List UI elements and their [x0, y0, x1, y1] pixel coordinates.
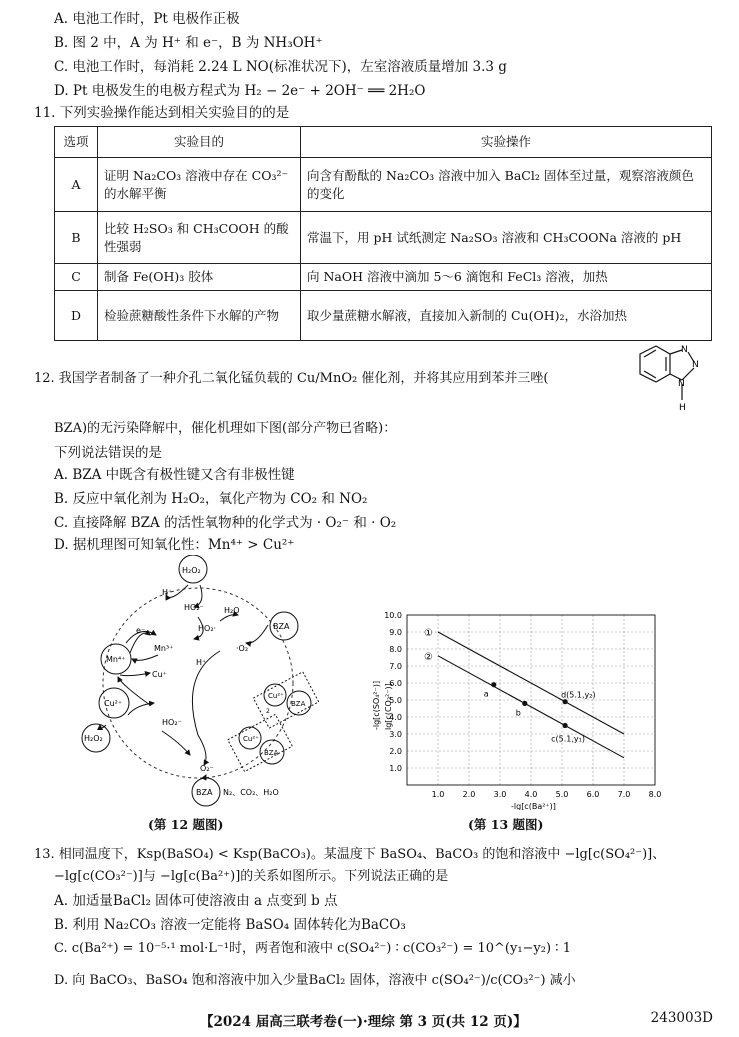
table-row	[55, 158, 712, 212]
table-cell-purpose: 制备 Fe(OH)₃ 胶体	[98, 264, 301, 291]
table-cell-operation: 向 NaOH 溶液中滴加 5～6 滴饱和 FeCl₃ 溶液，加热	[301, 264, 712, 291]
chart-ytick-label: 9.0	[389, 628, 402, 637]
table-cell-operation: 向含有酚酞的 Na₂CO₃ 溶液中加入 BaCl₂ 固体至过量，观察溶液颜色的变化	[301, 158, 712, 212]
chart-xtick-label: 7.0	[617, 790, 631, 799]
h2o2-top-label: H₂O₂	[182, 566, 201, 575]
cu2-left-label: Cu²⁺	[104, 699, 123, 708]
table-header-row	[55, 127, 712, 158]
chart-point-label: a	[483, 689, 489, 699]
hydrogen-label: H	[679, 403, 686, 413]
table-cell-purpose: 检验蔗糖酸性条件下水解的产物	[98, 291, 301, 341]
h2o-label: H₂O	[224, 606, 240, 615]
nitrogen-label-2: N	[692, 360, 699, 370]
chart-ylabel-1: -lg[c(SO₄²⁻)]	[372, 680, 381, 730]
figure-13-caption: (第 13 题图)	[468, 817, 544, 832]
chart-ytick-label: 3.0	[389, 730, 402, 739]
experiment-table	[54, 126, 712, 341]
chart-point-label: c(5.1,y₁)	[551, 734, 585, 744]
cu-plus-label: Cu⁺	[152, 670, 167, 679]
chart-ytick-label: 6.0	[389, 679, 402, 688]
box1-cu-label: Cu²⁺	[268, 692, 284, 700]
q12-option-b: B. 反应中氧化剂为 H₂O₂，氧化产物为 CO₂ 和 NO₂	[54, 491, 368, 507]
q10-option-c: C. 电池工作时，每消耗 2.24 L NO(标准状况下)，左室溶液质量增加 3.3 g	[54, 59, 507, 75]
q11-stem: 11. 下列实验操作能达到相关实验目的的是	[34, 105, 290, 121]
table-cell-option: D	[55, 291, 98, 341]
chart-point	[522, 701, 527, 706]
q12-option-a: A. BZA 中既含有极性键又含有非极性键	[54, 467, 295, 483]
q12-option-d: D. 据机理图可知氧化性：Mn⁴⁺ > Cu²⁺	[54, 537, 295, 553]
q12-stem-line1: 12. 我国学者制备了一种介孔二氧化锰负载的 Cu/MnO₂ 催化剂，并将其应用到苯并三唑(	[34, 371, 549, 386]
bza-bottom-label: BZA	[196, 788, 213, 797]
chart-series-label: ①	[424, 628, 433, 639]
chart-ytick-label: 7.0	[389, 662, 402, 671]
h2o2-left-label: H₂O₂	[84, 734, 103, 743]
q13-option-c: C. c(Ba²⁺) = 10⁻⁵·¹ mol·L⁻¹时，两者饱和液中 c(SO₄²⁻) ∶ c(CO₃²⁻) = 10^(y₁−y₂) ∶ 1	[54, 941, 571, 956]
table-cell-operation: 取少量蔗糖水解液，直接加入新制的 Cu(OH)₂，水浴加热	[301, 291, 712, 341]
box1-number: 2	[266, 708, 270, 715]
benzotriazole-structure	[618, 340, 708, 418]
table-header: 实验目的	[98, 127, 301, 158]
chart-ytick-label: 5.0	[389, 696, 402, 705]
q13-option-b: B. 利用 Na₂CO₃ 溶液一定能将 BaSO₄ 固体转化为BaCO₃	[54, 917, 406, 933]
q12-option-c: C. 直接降解 BZA 的活性氧物种的化学式为 · O₂⁻ 和 · O₂	[54, 515, 397, 531]
chart-xtick-label: 8.0	[648, 790, 662, 799]
paper-code: 243003D	[650, 1010, 713, 1026]
chart-point-label: d(5.1,y₂)	[561, 690, 596, 700]
ho2-dot-label: HO₂·	[198, 624, 217, 633]
products-label: N₂、CO₂、H₂O	[223, 788, 279, 797]
chart-point	[491, 682, 496, 687]
chart-xtick-label: 6.0	[586, 790, 600, 799]
table-row	[55, 264, 712, 291]
box1-bza-label: BZA	[291, 700, 306, 708]
table-header: 选项	[55, 127, 98, 158]
chart-ytick-label: 8.0	[389, 645, 402, 654]
chart-xtick-label: 1.0	[431, 790, 445, 799]
chart-point-label: b	[515, 708, 521, 718]
ho2m-top-label: HO₂⁻	[184, 603, 204, 612]
chart-ytick-label: 10.0	[384, 611, 402, 620]
figure-12-caption: (第 12 题图)	[148, 817, 224, 832]
table-header: 实验操作	[301, 127, 712, 158]
table-cell-purpose: 证明 Na₂CO₃ 溶液中存在 CO₃²⁻ 的水解平衡	[98, 158, 301, 212]
q10-option-b: B. 图 2 中，A 为 H⁺ 和 e⁻，B 为 NH₃OH⁺	[54, 35, 323, 51]
table-cell-operation: 常温下，用 pH 试纸测定 Na₂SO₃ 溶液和 CH₃COONa 溶液的 pH	[301, 212, 712, 264]
q10-option-d: D. Pt 电极发生的电极方程式为 H₂ − 2e⁻ + 2OH⁻ ══ 2H₂O	[54, 83, 426, 99]
table-cell-option: C	[55, 264, 98, 291]
q13-option-a: A. 加适量BaCl₂ 固体可使溶液由 a 点变到 b 点	[54, 893, 338, 909]
q13-option-d: D. 向 BaCO₃、BaSO₄ 饱和溶液中加入少量BaCl₂ 固体，溶液中 c(SO₄²⁻)/c(CO₃²⁻) 减小	[54, 973, 576, 988]
ho2m-mid-label: HO₂⁻	[162, 718, 182, 727]
table-cell-option: A	[55, 158, 98, 212]
hplus-mid-label: H⁺	[196, 658, 207, 667]
q13-stem-line1: 13. 相同温度下，Ksp(BaSO₄) < Ksp(BaCO₃)。某温度下 BaSO₄、BaCO₃ 的饱和溶液中 −lg[c(SO₄²⁻)]、	[34, 847, 666, 862]
nitrogen-label-1: N	[681, 345, 688, 355]
ksp-chart	[355, 605, 665, 810]
table-row	[55, 212, 712, 264]
o2m-label: O₂⁻	[200, 764, 214, 773]
e-top-label: e⁻	[136, 626, 146, 635]
nitrogen-label-3: N	[678, 379, 685, 389]
mn4-label: Mn⁴⁺	[106, 655, 126, 664]
chart-xtick-label: 3.0	[493, 790, 507, 799]
mn3-label: Mn³⁺	[154, 644, 174, 653]
o2-dot-label: ·O₂	[236, 644, 249, 653]
box2-cu-label: Cu²⁺	[243, 735, 259, 743]
chart-point	[563, 699, 568, 704]
hplus-top-label: H⁺	[162, 588, 173, 597]
chart-xtick-label: 2.0	[462, 790, 476, 799]
mechanism-diagram	[70, 555, 340, 810]
chart-ylabel-2: lg[c(CO₃²⁻)]	[384, 683, 393, 730]
chart-xtick-label: 5.0	[555, 790, 569, 799]
bza-right-label: BZA	[273, 622, 290, 631]
table-cell-option: B	[55, 212, 98, 264]
chart-xtick-label: 4.0	[524, 790, 538, 799]
q12-prompt: 下列说法错误的是	[54, 445, 162, 461]
q13-stem-line2: −lg[c(CO₃²⁻)]与 −lg[c(Ba²⁺)]的关系如图所示。下列说法正确的是	[54, 869, 449, 884]
chart-xlabel: -lg[c(Ba²⁺)]	[511, 802, 556, 810]
chart-point	[563, 723, 568, 728]
chart-ytick-label: 2.0	[389, 747, 402, 756]
chart-series-label: ②	[424, 651, 433, 663]
box2-bza-label: BZA	[264, 749, 279, 757]
chart-ytick-label: 4.0	[389, 713, 402, 722]
table-row	[55, 291, 712, 341]
table-cell-purpose: 比较 H₂SO₃ 和 CH₃COOH 的酸性强弱	[98, 212, 301, 264]
page-footer: 【2024 届高三联考卷(一)·理综 第 3 页(共 12 页)】	[200, 1014, 527, 1030]
chart-ytick-label: 1.0	[389, 764, 402, 773]
q12-stem-line2: BZA)的无污染降解中，催化机理如下图(部分产物已省略)：	[54, 421, 397, 436]
q10-option-a: A. 电池工作时，Pt 电极作正极	[54, 11, 240, 27]
